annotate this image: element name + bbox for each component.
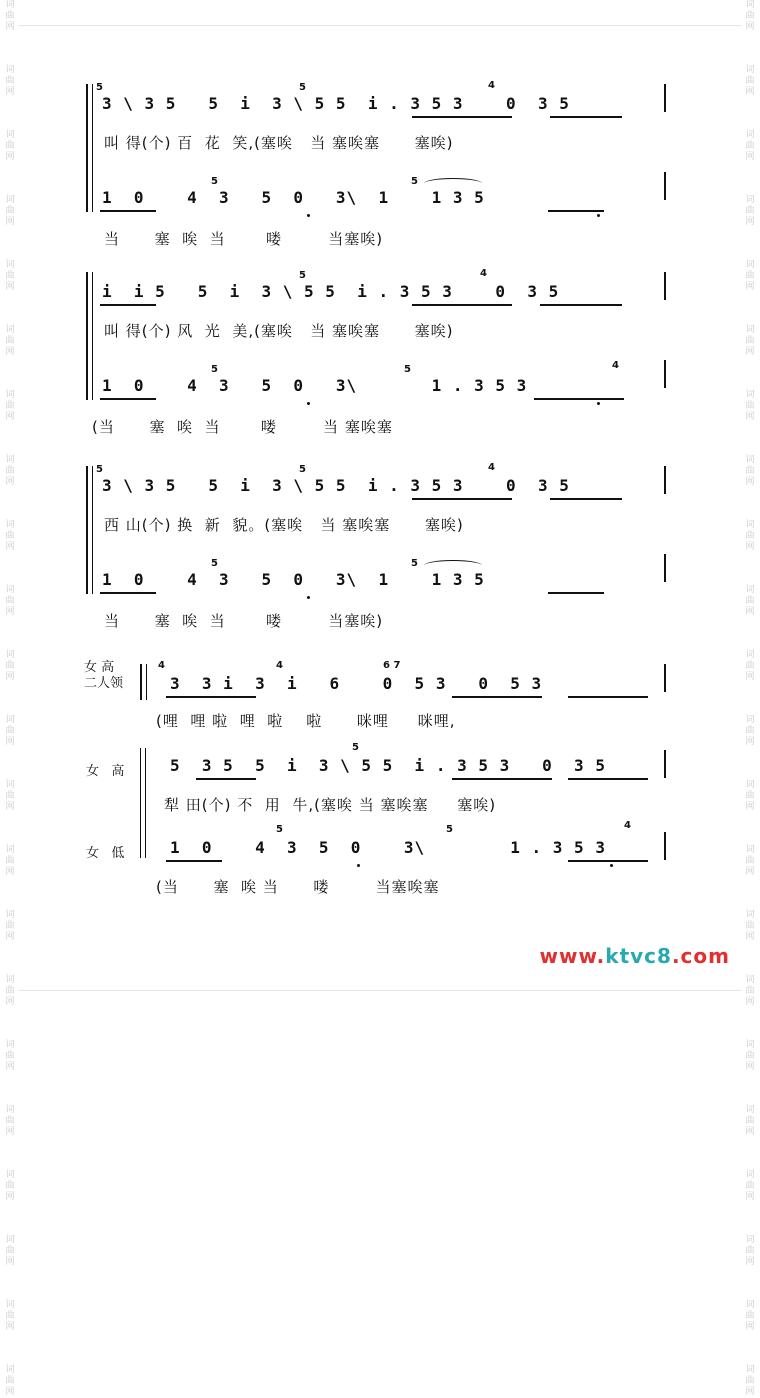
grace-note: 5 (96, 82, 103, 93)
watermark: 词曲网 (745, 1235, 755, 1267)
underline-beam (196, 778, 256, 780)
grace-note: 5 (299, 464, 306, 475)
octave-dot (597, 214, 600, 217)
grace-note: 5 (411, 176, 418, 187)
grace-note: 4 (488, 80, 495, 91)
octave-dot (307, 596, 310, 599)
watermark: 词曲网 (745, 650, 755, 682)
end-bar (664, 554, 666, 582)
watermark: 词曲网 (5, 1170, 15, 1202)
end-bar (664, 84, 666, 112)
watermark: 词曲网 (745, 585, 755, 617)
system-brace (86, 84, 88, 212)
watermark: 词曲网 (745, 780, 755, 812)
underline-beam (568, 696, 648, 698)
notation-line: 5 3 5 5 i 3 \ 5 5 i . 3 5 3 0 3 5 (170, 756, 606, 775)
site-suffix: .com (671, 944, 730, 968)
notation-line: 3 3 i 3 i 6 0 5 3 0 5 3 (170, 674, 543, 693)
part-label: 女 低 (86, 846, 125, 861)
left-watermark-strip (3, 0, 17, 1397)
watermark: 词曲网 (5, 1235, 15, 1267)
grace-note: 4 (480, 268, 487, 279)
underline-beam (548, 592, 604, 594)
watermark: 词曲网 (745, 520, 755, 552)
margin-line (18, 25, 742, 26)
grace-note: 5 (96, 464, 103, 475)
notation-line: 1 0 4 3 5 0 3\ 1 . 3 5 3 (170, 838, 606, 857)
watermark: 词曲网 (745, 975, 755, 1007)
watermark: 词曲网 (745, 1170, 755, 1202)
grace-note: 5 (404, 364, 411, 375)
watermark: 词曲网 (5, 260, 15, 292)
system-brace (86, 272, 88, 400)
watermark: 词曲网 (745, 455, 755, 487)
underline-beam (100, 398, 156, 400)
underline-beam (412, 304, 512, 306)
underline-beam (548, 210, 604, 212)
watermark: 词曲网 (5, 650, 15, 682)
octave-dot (307, 214, 310, 217)
end-bar (664, 272, 666, 300)
grace-note: 5 (211, 364, 218, 375)
system-brace (86, 466, 88, 594)
watermark: 词曲网 (745, 1300, 755, 1332)
watermark: 词曲网 (5, 195, 15, 227)
octave-dot (610, 864, 613, 867)
watermark: 词曲网 (5, 845, 15, 877)
margin-line (18, 990, 742, 991)
lyrics-line: 叫 得(个) 百 花 笑,(塞唉 当 塞唉塞 塞唉) (104, 134, 454, 152)
octave-dot (307, 402, 310, 405)
watermark: 词曲网 (745, 0, 755, 32)
grace-note: 5 (352, 742, 359, 753)
watermark: 词曲网 (745, 715, 755, 747)
notation-line: i i 5 5 i 3 \ 5 5 i . 3 5 3 0 3 5 (102, 282, 560, 301)
part-label: 女 高 (86, 764, 125, 779)
watermark: 词曲网 (5, 1105, 15, 1137)
grace-note: 5 (299, 82, 306, 93)
watermark: 词曲网 (5, 585, 15, 617)
part-brace (140, 748, 141, 858)
watermark: 词曲网 (5, 455, 15, 487)
lyrics-line: 西 山(个) 换 新 貌。(塞唉 当 塞唉塞 塞唉) (104, 516, 464, 534)
watermark: 词曲网 (745, 195, 755, 227)
underline-beam (100, 210, 156, 212)
lyrics-line: (当 塞 唉 当 喽 当塞唉塞 (156, 878, 440, 896)
watermark: 词曲网 (745, 390, 755, 422)
grace-note: 4 (612, 360, 619, 371)
underline-beam (412, 116, 512, 118)
watermark: 词曲网 (5, 975, 15, 1007)
underline-beam (166, 860, 222, 862)
watermark: 词曲网 (5, 910, 15, 942)
watermark: 词曲网 (5, 130, 15, 162)
grace-note: 6 7 (383, 660, 401, 671)
grace-note: 4 (488, 462, 495, 473)
octave-dot (357, 864, 360, 867)
grace-note: 5 (211, 558, 218, 569)
underline-beam (452, 696, 542, 698)
lyrics-line: 当 塞 唉 当 喽 当塞唉) (104, 612, 384, 630)
watermark: 词曲网 (745, 1105, 755, 1137)
watermark: 词曲网 (745, 1040, 755, 1072)
watermark: 词曲网 (745, 260, 755, 292)
end-bar (664, 466, 666, 494)
watermark: 词曲网 (745, 65, 755, 97)
underline-beam (534, 398, 624, 400)
grace-note: 4 (624, 820, 631, 831)
lyrics-line: (哩 哩 啦 哩 啦 啦 咪哩 咪哩, (156, 712, 456, 730)
end-bar (664, 172, 666, 200)
watermark: 词曲网 (745, 325, 755, 357)
end-bar (664, 832, 666, 860)
grace-note: 5 (211, 176, 218, 187)
watermark: 词曲网 (5, 1300, 15, 1332)
notation-line: 1 0 4 3 5 0 3\ 1 1 3 5 (102, 570, 485, 589)
lyrics-line: 叫 得(个) 风 光 美,(塞唉 当 塞唉塞 塞唉) (104, 322, 454, 340)
watermark: 词曲网 (745, 910, 755, 942)
site-watermark (540, 944, 730, 968)
watermark: 词曲网 (5, 1365, 15, 1397)
grace-note: 4 (276, 660, 283, 671)
part-label: 女 高 二人领 (84, 660, 124, 691)
underline-beam (550, 498, 622, 500)
underline-beam (568, 778, 648, 780)
grace-note: 5 (411, 558, 418, 569)
lyrics-line: (当 塞 唉 当 喽 当 塞唉塞 (92, 418, 393, 436)
lyrics-line: 当 塞 唉 当 喽 当塞唉) (104, 230, 384, 248)
part-brace (140, 664, 142, 700)
underline-beam (568, 860, 648, 862)
grace-note: 5 (299, 270, 306, 281)
grace-note: 5 (276, 824, 283, 835)
underline-beam (412, 498, 512, 500)
underline-beam (100, 304, 156, 306)
watermark: 词曲网 (5, 390, 15, 422)
watermark: 词曲网 (5, 715, 15, 747)
notation-line: 1 0 4 3 5 0 3\ 1 1 3 5 (102, 188, 485, 207)
octave-dot (597, 402, 600, 405)
site-prefix: www. (539, 944, 606, 968)
lyrics-line: 犁 田(个) 不 用 牛,(塞唉 当 塞唉塞 塞唉) (164, 796, 497, 814)
notation-line: 1 0 4 3 5 0 3\ 1 . 3 5 3 (102, 376, 528, 395)
watermark: 词曲网 (5, 65, 15, 97)
site-domain: ktvc8 (605, 944, 672, 968)
watermark: 词曲网 (5, 520, 15, 552)
end-bar (664, 750, 666, 778)
end-bar (664, 664, 666, 692)
watermark: 词曲网 (5, 0, 15, 32)
underline-beam (550, 116, 622, 118)
watermark: 词曲网 (5, 1040, 15, 1072)
watermark: 词曲网 (5, 780, 15, 812)
notation-line: 3 \ 3 5 5 i 3 \ 5 5 i . 3 5 3 0 3 5 (102, 94, 570, 113)
watermark: 词曲网 (745, 130, 755, 162)
underline-beam (166, 696, 256, 698)
underline-beam (100, 592, 156, 594)
watermark: 词曲网 (745, 845, 755, 877)
underline-beam (452, 778, 552, 780)
watermark: 词曲网 (745, 1365, 755, 1397)
right-watermark-strip (743, 0, 757, 1397)
notation-line: 3 \ 3 5 5 i 3 \ 5 5 i . 3 5 3 0 3 5 (102, 476, 570, 495)
underline-beam (540, 304, 622, 306)
grace-note: 4 (158, 660, 165, 671)
watermark: 词曲网 (5, 325, 15, 357)
grace-note: 5 (446, 824, 453, 835)
end-bar (664, 360, 666, 388)
